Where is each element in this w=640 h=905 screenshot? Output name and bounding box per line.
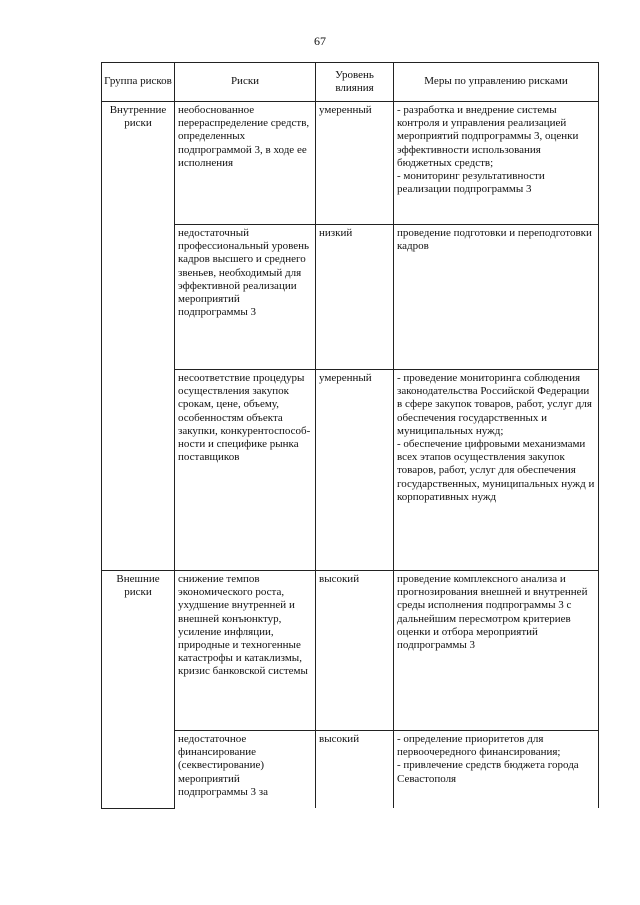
measures-cell — [394, 731, 599, 809]
level-cell: высокий — [316, 731, 394, 809]
page-number: 67 — [314, 34, 326, 48]
header-measures: Меры по управлению рисками — [394, 63, 599, 102]
level-cell: высокий — [316, 571, 394, 731]
measure-item: - привлечение средств бюджета города Севастополя — [397, 759, 579, 785]
table-row — [102, 102, 599, 225]
risk-cell: снижение темпов экономического роста, ухудшение внутренней и внешней конъюнктур, усиление инфляции, природные и техногенные катастрофы и катаклизмы, кризис банковской системы — [175, 571, 316, 731]
header-risks: Риски — [175, 63, 316, 102]
risk-management-table — [101, 62, 599, 809]
level-cell: умеренный — [316, 102, 394, 225]
measures-cell — [394, 370, 599, 571]
level-cell: умеренный — [316, 370, 394, 571]
risk-cell: необоснованное перераспределение средств, определенных подпрограммой 3, в ходе ее исполнения — [175, 102, 316, 225]
table-row — [102, 731, 599, 809]
measures-cell — [394, 102, 599, 225]
measure-item: - определение приоритетов для первоочередного финансирования; — [397, 733, 561, 759]
header-level: Уровень влияния — [316, 63, 394, 102]
measure-item: - мониторинг результативности реализации подпрограммы 3 — [397, 170, 545, 196]
measures-cell — [394, 225, 599, 370]
table-row — [102, 571, 599, 731]
risk-cell: недостаточное финансирование (секвестирование) мероприятий подпрограммы 3 за — [175, 731, 316, 809]
table-header-row — [102, 63, 599, 102]
measure-item: проведение комплексного анализа и прогнозирования внешней и внутренней среды исполнения подпрограммы 3 с дальнейшим пересмотром критериев оценки и отбора мероприятий подпрограммы 3 — [397, 573, 588, 652]
measure-item: - разработка и внедрение системы контроля и управления реализацией мероприятий подпрограммы 3, оценки эффективности использования бюджетных средств; — [397, 104, 579, 169]
level-cell: низкий — [316, 225, 394, 370]
measure-item: - проведение мониторинга соблюдения законодательства Российской Федерации в сфере закупок товаров, работ, услуг для обеспечения государственных и муниципальных нужд; — [397, 372, 592, 437]
measure-item: проведение подготовки и переподготовки кадров — [397, 227, 592, 253]
group-cell: Внешние риски — [102, 571, 175, 809]
measure-item: - обеспечение цифровыми механизмами всех этапов осуществления закупок товаров, работ, услуг для обеспечения государственных, муниципальных нужд и корпоративных нужд — [397, 438, 595, 503]
header-group: Группа рисков — [102, 63, 175, 102]
measures-cell — [394, 571, 599, 731]
group-cell: Внутренние риски — [102, 102, 175, 571]
table-row — [102, 370, 599, 571]
risk-cell: недостаточный профессиональный уровень кадров высшего и среднего звеньев, необходимый для эффективной реализации мероприятий подпрограммы 3 — [175, 225, 316, 370]
table-row — [102, 225, 599, 370]
risk-cell: несоответствие процедуры осуществления закупок срокам, цене, объему, особенностям объекта закупки, конкурентоспособ-ности и специфике рынка поставщиков — [175, 370, 316, 571]
